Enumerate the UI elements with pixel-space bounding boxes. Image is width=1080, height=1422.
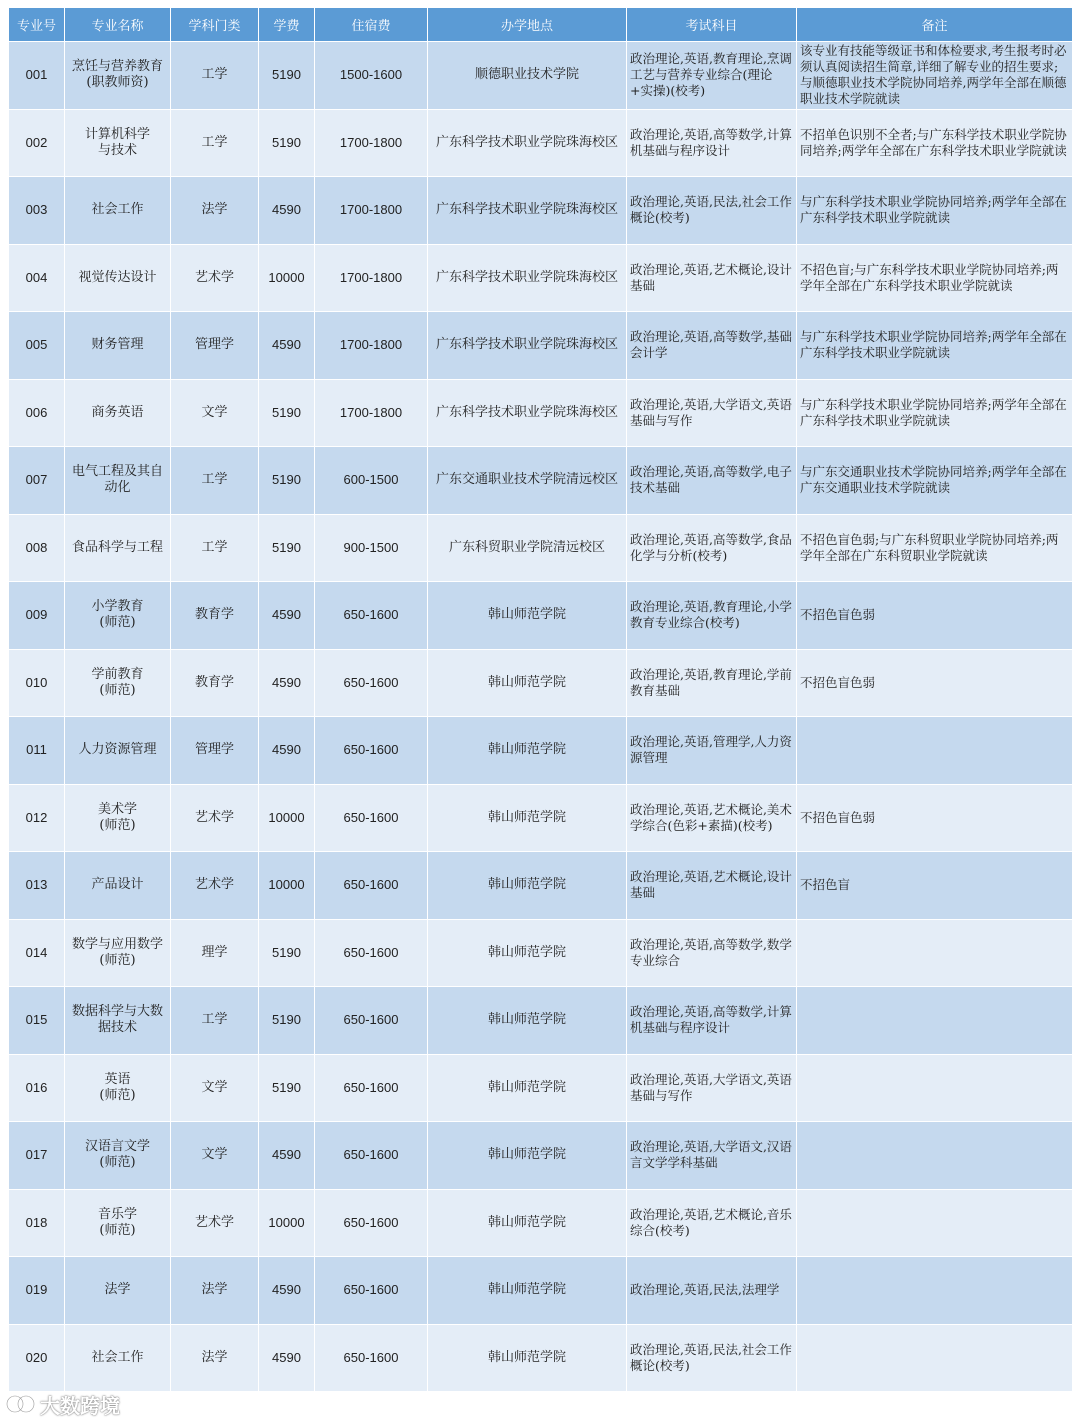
cell-location: 广东交通职业技术学院清远校区 [428, 447, 627, 515]
cell-name: 财务管理 [65, 312, 171, 380]
cell-code: 014 [9, 919, 65, 987]
cell-dorm: 650-1600 [315, 1257, 428, 1325]
cell-code: 002 [9, 109, 65, 177]
table-row [9, 582, 1073, 650]
cell-code: 005 [9, 312, 65, 380]
cell-dorm: 1700-1800 [315, 109, 428, 177]
cell-category: 教育学 [171, 582, 259, 650]
table-row [9, 1054, 1073, 1122]
cell-category: 工学 [171, 109, 259, 177]
cell-category: 艺术学 [171, 784, 259, 852]
cell-name: 食品科学与工程 [65, 514, 171, 582]
cell-dorm: 650-1600 [315, 987, 428, 1055]
cell-note [797, 1257, 1073, 1325]
cell-code: 007 [9, 447, 65, 515]
cell-location: 韩山师范学院 [428, 582, 627, 650]
cell-tuition: 4590 [259, 1324, 315, 1392]
cell-code: 018 [9, 1189, 65, 1257]
cell-location: 顺德职业技术学院 [428, 42, 627, 110]
cell-code: 019 [9, 1257, 65, 1325]
cell-code: 016 [9, 1054, 65, 1122]
cell-dorm: 650-1600 [315, 784, 428, 852]
header-location: 办学地点 [428, 8, 627, 42]
cell-category: 管理学 [171, 717, 259, 785]
cell-name: 美术学 (师范) [65, 784, 171, 852]
cell-exam: 政治理论,英语,艺术概论,美术学综合(色彩+素描)(校考) [627, 784, 797, 852]
cell-exam: 政治理论,英语,大学语文,英语基础与写作 [627, 1054, 797, 1122]
cell-exam: 政治理论,英语,大学语文,英语基础与写作 [627, 379, 797, 447]
cell-name: 数据科学与大数 据技术 [65, 987, 171, 1055]
cell-tuition: 4590 [259, 312, 315, 380]
cell-category: 理学 [171, 919, 259, 987]
cell-dorm: 1500-1600 [315, 42, 428, 110]
cell-exam: 政治理论,英语,教育理论,学前教育基础 [627, 649, 797, 717]
cell-category: 工学 [171, 42, 259, 110]
cell-name: 电气工程及其自 动化 [65, 447, 171, 515]
cell-exam: 政治理论,英语,高等数学,电子技术基础 [627, 447, 797, 515]
header-row [9, 8, 1073, 42]
cell-tuition: 10000 [259, 852, 315, 920]
cell-exam: 政治理论,英语,管理学,人力资源管理 [627, 717, 797, 785]
cell-tuition: 5190 [259, 379, 315, 447]
cell-exam: 政治理论,英语,艺术概论,设计基础 [627, 244, 797, 312]
header-code: 专业号 [9, 8, 65, 42]
cell-code: 011 [9, 717, 65, 785]
cell-exam: 政治理论,英语,民法,社会工作概论(校考) [627, 177, 797, 245]
table-row [9, 1257, 1073, 1325]
cell-tuition: 5190 [259, 514, 315, 582]
cell-dorm: 1700-1800 [315, 312, 428, 380]
cell-category: 教育学 [171, 649, 259, 717]
cell-dorm: 650-1600 [315, 1122, 428, 1190]
cell-code: 003 [9, 177, 65, 245]
cell-exam: 政治理论,英语,高等数学,食品化学与分析(校考) [627, 514, 797, 582]
cell-tuition: 5190 [259, 42, 315, 110]
table-row [9, 42, 1073, 110]
cell-category: 艺术学 [171, 852, 259, 920]
cell-exam: 政治理论,英语,教育理论,小学教育专业综合(校考) [627, 582, 797, 650]
cell-note [797, 1189, 1073, 1257]
cell-dorm: 650-1600 [315, 582, 428, 650]
cell-code: 017 [9, 1122, 65, 1190]
cell-tuition: 4590 [259, 1257, 315, 1325]
cell-exam: 政治理论,英语,教育理论,烹调工艺与营养专业综合(理论+实操)(校考) [627, 42, 797, 110]
table-row [9, 1324, 1073, 1392]
cell-name: 社会工作 [65, 1324, 171, 1392]
table-row [9, 312, 1073, 380]
cell-name: 视觉传达设计 [65, 244, 171, 312]
cell-location: 韩山师范学院 [428, 717, 627, 785]
cell-note: 该专业有技能等级证书和体检要求,考生报考时必须认真阅读招生简章,详细了解专业的招生要求;与顺德职业技术学院协同培养,两学年全部在顺德职业技术学院就读 [797, 42, 1073, 110]
cell-dorm: 600-1500 [315, 447, 428, 515]
cell-name: 计算机科学 与技术 [65, 109, 171, 177]
cell-name: 人力资源管理 [65, 717, 171, 785]
cell-tuition: 5190 [259, 447, 315, 515]
cell-name: 英语 (师范) [65, 1054, 171, 1122]
cell-tuition: 5190 [259, 919, 315, 987]
cell-category: 工学 [171, 987, 259, 1055]
cell-location: 韩山师范学院 [428, 852, 627, 920]
cell-code: 009 [9, 582, 65, 650]
cell-note [797, 987, 1073, 1055]
cell-dorm: 650-1600 [315, 919, 428, 987]
cell-note: 与广东科学技术职业学院协同培养;两学年全部在广东科学技术职业学院就读 [797, 312, 1073, 380]
cell-category: 文学 [171, 379, 259, 447]
cell-note [797, 717, 1073, 785]
cell-exam: 政治理论,英语,艺术概论,设计基础 [627, 852, 797, 920]
cell-category: 艺术学 [171, 244, 259, 312]
cell-tuition: 4590 [259, 582, 315, 650]
cell-note [797, 1324, 1073, 1392]
table-row [9, 1122, 1073, 1190]
cell-code: 006 [9, 379, 65, 447]
cell-location: 广东科学技术职业学院珠海校区 [428, 379, 627, 447]
cell-code: 012 [9, 784, 65, 852]
table-row [9, 379, 1073, 447]
cell-tuition: 10000 [259, 784, 315, 852]
cell-dorm: 1700-1800 [315, 244, 428, 312]
cell-code: 008 [9, 514, 65, 582]
cell-location: 韩山师范学院 [428, 1122, 627, 1190]
table-row [9, 717, 1073, 785]
cell-category: 工学 [171, 447, 259, 515]
cell-exam: 政治理论,英语,高等数学,数学专业综合 [627, 919, 797, 987]
cell-location: 韩山师范学院 [428, 1324, 627, 1392]
table-row [9, 852, 1073, 920]
cell-note: 不招色盲色弱 [797, 649, 1073, 717]
cell-location: 广东科学技术职业学院珠海校区 [428, 244, 627, 312]
cell-note: 不招色盲 [797, 852, 1073, 920]
cell-category: 工学 [171, 514, 259, 582]
cell-dorm: 650-1600 [315, 1324, 428, 1392]
cell-note [797, 919, 1073, 987]
cell-tuition: 4590 [259, 177, 315, 245]
cell-exam: 政治理论,英语,民法,社会工作概论(校考) [627, 1324, 797, 1392]
cell-category: 法学 [171, 1324, 259, 1392]
cell-exam: 政治理论,英语,民法,法理学 [627, 1257, 797, 1325]
cell-tuition: 10000 [259, 244, 315, 312]
admissions-table [8, 7, 1073, 1392]
cell-category: 管理学 [171, 312, 259, 380]
cell-category: 法学 [171, 177, 259, 245]
watermark [6, 1391, 120, 1417]
watermark-text: 大数跨境 [40, 1393, 120, 1418]
cell-note: 不招单色识别不全者;与广东科学技术职业学院协同培养;两学年全部在广东科学技术职业学院就读 [797, 109, 1073, 177]
cell-dorm: 650-1600 [315, 717, 428, 785]
table-row [9, 514, 1073, 582]
cell-dorm: 650-1600 [315, 852, 428, 920]
cell-code: 004 [9, 244, 65, 312]
cell-location: 广东科学技术职业学院珠海校区 [428, 109, 627, 177]
cell-name: 汉语言文学 (师范) [65, 1122, 171, 1190]
table-row [9, 177, 1073, 245]
cell-exam: 政治理论,英语,高等数学,计算机基础与程序设计 [627, 987, 797, 1055]
cell-category: 艺术学 [171, 1189, 259, 1257]
cell-name: 烹饪与营养教育 (职教师资) [65, 42, 171, 110]
cell-exam: 政治理论,英语,大学语文,汉语言文学学科基础 [627, 1122, 797, 1190]
cell-tuition: 5190 [259, 987, 315, 1055]
header-name: 专业名称 [65, 8, 171, 42]
cell-note [797, 1054, 1073, 1122]
cell-dorm: 650-1600 [315, 1054, 428, 1122]
cell-location: 韩山师范学院 [428, 987, 627, 1055]
cell-tuition: 4590 [259, 1122, 315, 1190]
cell-note: 与广东科学技术职业学院协同培养;两学年全部在广东科学技术职业学院就读 [797, 379, 1073, 447]
cell-name: 数学与应用数学 (师范) [65, 919, 171, 987]
header-category: 学科门类 [171, 8, 259, 42]
cell-location: 韩山师范学院 [428, 1257, 627, 1325]
cell-name: 学前教育 (师范) [65, 649, 171, 717]
cell-name: 小学教育 (师范) [65, 582, 171, 650]
cell-location: 韩山师范学院 [428, 1054, 627, 1122]
cell-dorm: 1700-1800 [315, 379, 428, 447]
cell-note [797, 1122, 1073, 1190]
header-tuition: 学费 [259, 8, 315, 42]
cell-dorm: 650-1600 [315, 649, 428, 717]
cell-dorm: 900-1500 [315, 514, 428, 582]
table-row [9, 987, 1073, 1055]
cell-note: 不招色盲色弱 [797, 582, 1073, 650]
cell-category: 文学 [171, 1122, 259, 1190]
table-row [9, 649, 1073, 717]
cell-code: 013 [9, 852, 65, 920]
cell-location: 广东科贸职业学院清远校区 [428, 514, 627, 582]
cell-note: 不招色盲;与广东科学技术职业学院协同培养;两学年全部在广东科学技术职业学院就读 [797, 244, 1073, 312]
cell-tuition: 5190 [259, 109, 315, 177]
cell-name: 法学 [65, 1257, 171, 1325]
table-row [9, 244, 1073, 312]
cell-location: 韩山师范学院 [428, 649, 627, 717]
cell-note: 不招色盲色弱;与广东科贸职业学院协同培养;两学年全部在广东科贸职业学院就读 [797, 514, 1073, 582]
cell-code: 020 [9, 1324, 65, 1392]
cell-tuition: 5190 [259, 1054, 315, 1122]
table-row [9, 1189, 1073, 1257]
cell-note: 与广东科学技术职业学院协同培养;两学年全部在广东科学技术职业学院就读 [797, 177, 1073, 245]
cell-dorm: 650-1600 [315, 1189, 428, 1257]
cell-name: 音乐学 (师范) [65, 1189, 171, 1257]
cell-code: 010 [9, 649, 65, 717]
cell-name: 产品设计 [65, 852, 171, 920]
cell-exam: 政治理论,英语,高等数学,基础会计学 [627, 312, 797, 380]
cell-tuition: 4590 [259, 649, 315, 717]
cell-location: 韩山师范学院 [428, 784, 627, 852]
cell-location: 广东科学技术职业学院珠海校区 [428, 312, 627, 380]
table-row [9, 784, 1073, 852]
table-row [9, 919, 1073, 987]
cell-location: 韩山师范学院 [428, 919, 627, 987]
cell-name: 商务英语 [65, 379, 171, 447]
header-note: 备注 [797, 8, 1073, 42]
cell-category: 文学 [171, 1054, 259, 1122]
cell-note: 不招色盲色弱 [797, 784, 1073, 852]
cell-code: 001 [9, 42, 65, 110]
cell-tuition: 10000 [259, 1189, 315, 1257]
cell-tuition: 4590 [259, 717, 315, 785]
table-row [9, 109, 1073, 177]
cell-exam: 政治理论,英语,艺术概论,音乐综合(校考) [627, 1189, 797, 1257]
cell-location: 广东科学技术职业学院珠海校区 [428, 177, 627, 245]
header-dorm: 住宿费 [315, 8, 428, 42]
cell-location: 韩山师范学院 [428, 1189, 627, 1257]
logo-icon [6, 1393, 36, 1415]
cell-exam: 政治理论,英语,高等数学,计算机基础与程序设计 [627, 109, 797, 177]
cell-dorm: 1700-1800 [315, 177, 428, 245]
cell-code: 015 [9, 987, 65, 1055]
table-row [9, 447, 1073, 515]
cell-name: 社会工作 [65, 177, 171, 245]
cell-note: 与广东交通职业技术学院协同培养;两学年全部在广东交通职业技术学院就读 [797, 447, 1073, 515]
header-exam: 考试科目 [627, 8, 797, 42]
cell-category: 法学 [171, 1257, 259, 1325]
